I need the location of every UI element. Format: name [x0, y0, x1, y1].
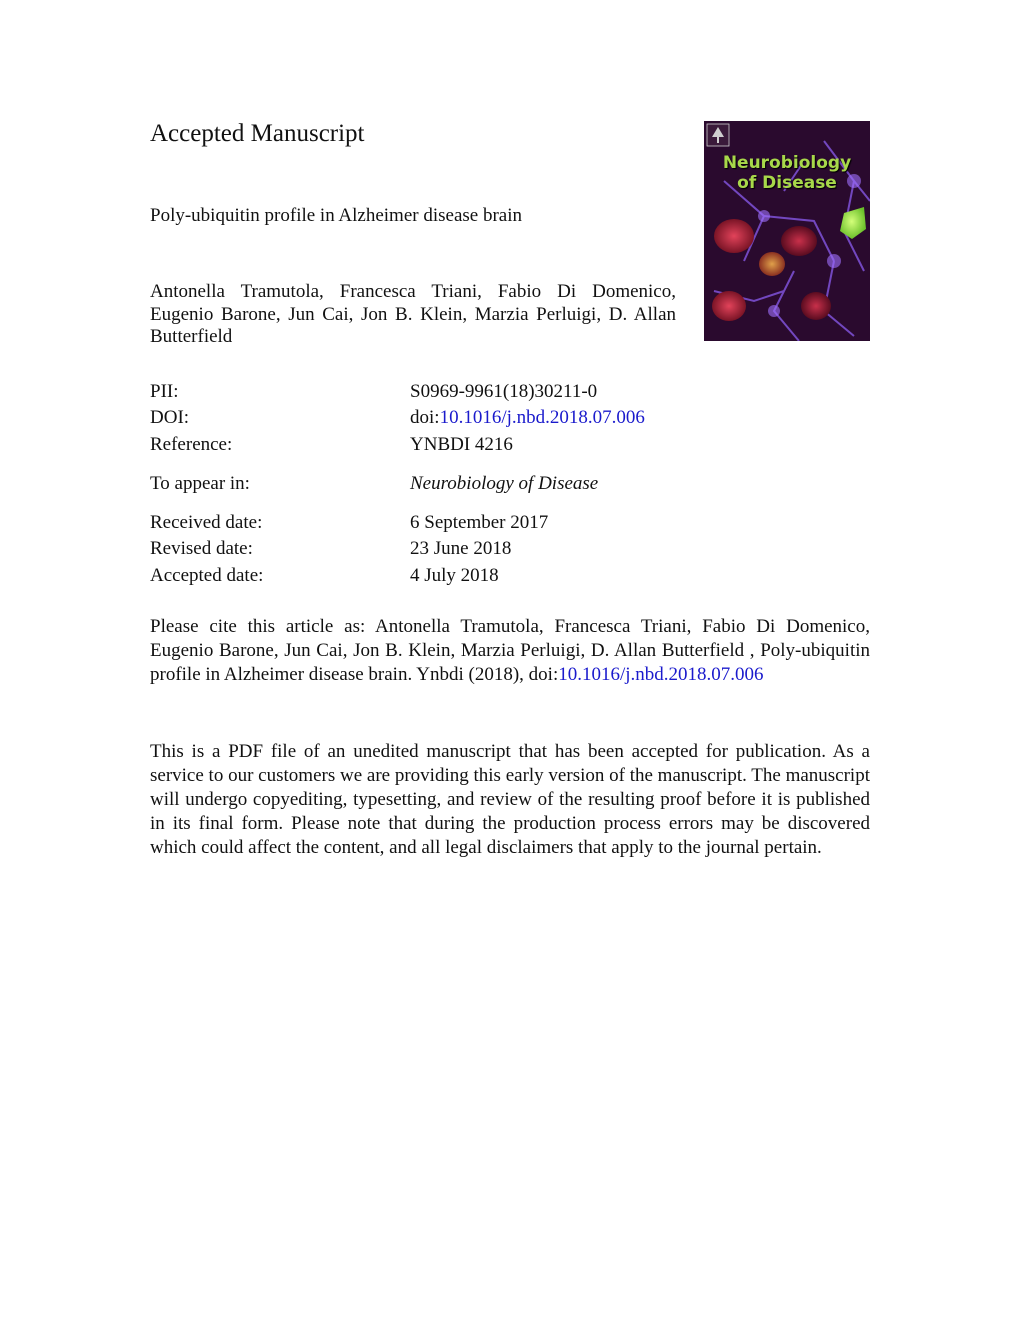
meta-accepted-row — [150, 564, 870, 588]
cover-journal-title — [704, 153, 870, 193]
received-label: Received date: — [150, 512, 263, 533]
doi-link[interactable]: 10.1016/j.nbd.2018.07.006 — [439, 407, 645, 428]
doi-label: DOI: — [150, 407, 190, 428]
received-value: 6 September 2017 — [410, 512, 549, 533]
meta-doi-row — [150, 406, 870, 430]
doi-value-group — [410, 406, 645, 430]
pii-label: PII: — [150, 381, 179, 402]
cover-journal-title-line1: Neurobiology — [722, 153, 852, 173]
journal-cover-image — [704, 121, 870, 341]
page-heading: Accepted Manuscript — [150, 120, 365, 147]
manuscript-notice: This is a PDF file of an unedited manuscript that has been accepted for publication. As a service to our customers we are providing this early version of the manuscript. The manuscript will undergo copyediting, typesetting, and review of the resulting proof before it is published in its final form. Please note that during the production process errors may be discovered which could affect the content, and all legal disclaimers that apply to the journal pertain. — [150, 741, 870, 858]
article-authors: Antonella Tramutola, Francesca Triani, Fabio Di Domenico, Eugenio Barone, Jun Cai, Jon B. Klein, Marzia Perluigi, D. Allan Butterfield — [150, 281, 676, 347]
meta-received-row — [150, 511, 870, 535]
meta-appear-row — [150, 472, 870, 496]
reference-value: YNBDI 4216 — [410, 434, 513, 455]
revised-label: Revised date: — [150, 538, 253, 559]
citation-paragraph — [150, 615, 870, 687]
cover-journal-title-line2: of Disease — [737, 173, 837, 193]
doi-prefix: doi: — [410, 407, 440, 428]
meta-reference-row — [150, 433, 870, 457]
elsevier-tree-logo — [707, 124, 729, 146]
citation-text: Please cite this article as: Antonella Tramutola, Francesca Triani, Fabio Di Domenico, Eugenio Barone, Jun Cai, Jon B. Klein, Marzia Perluigi, D. Allan Butterfield , Poly-ubiquitin profile in Alzheimer disease brain. Ynbdi (2018), doi: — [150, 616, 870, 685]
accepted-label: Accepted date: — [150, 565, 264, 586]
article-title: Poly-ubiquitin profile in Alzheimer disease brain — [150, 205, 523, 226]
reference-label: Reference: — [150, 434, 233, 455]
pii-value: S0969-9961(18)30211-0 — [410, 381, 598, 402]
meta-revised-row — [150, 537, 870, 561]
citation-doi-link[interactable]: 10.1016/j.nbd.2018.07.006 — [558, 664, 764, 685]
revised-value: 23 June 2018 — [410, 538, 512, 559]
meta-pii-row — [150, 380, 870, 404]
appear-label: To appear in: — [150, 473, 250, 494]
accepted-value: 4 July 2018 — [410, 565, 499, 586]
appear-value: Neurobiology of Disease — [410, 473, 599, 494]
